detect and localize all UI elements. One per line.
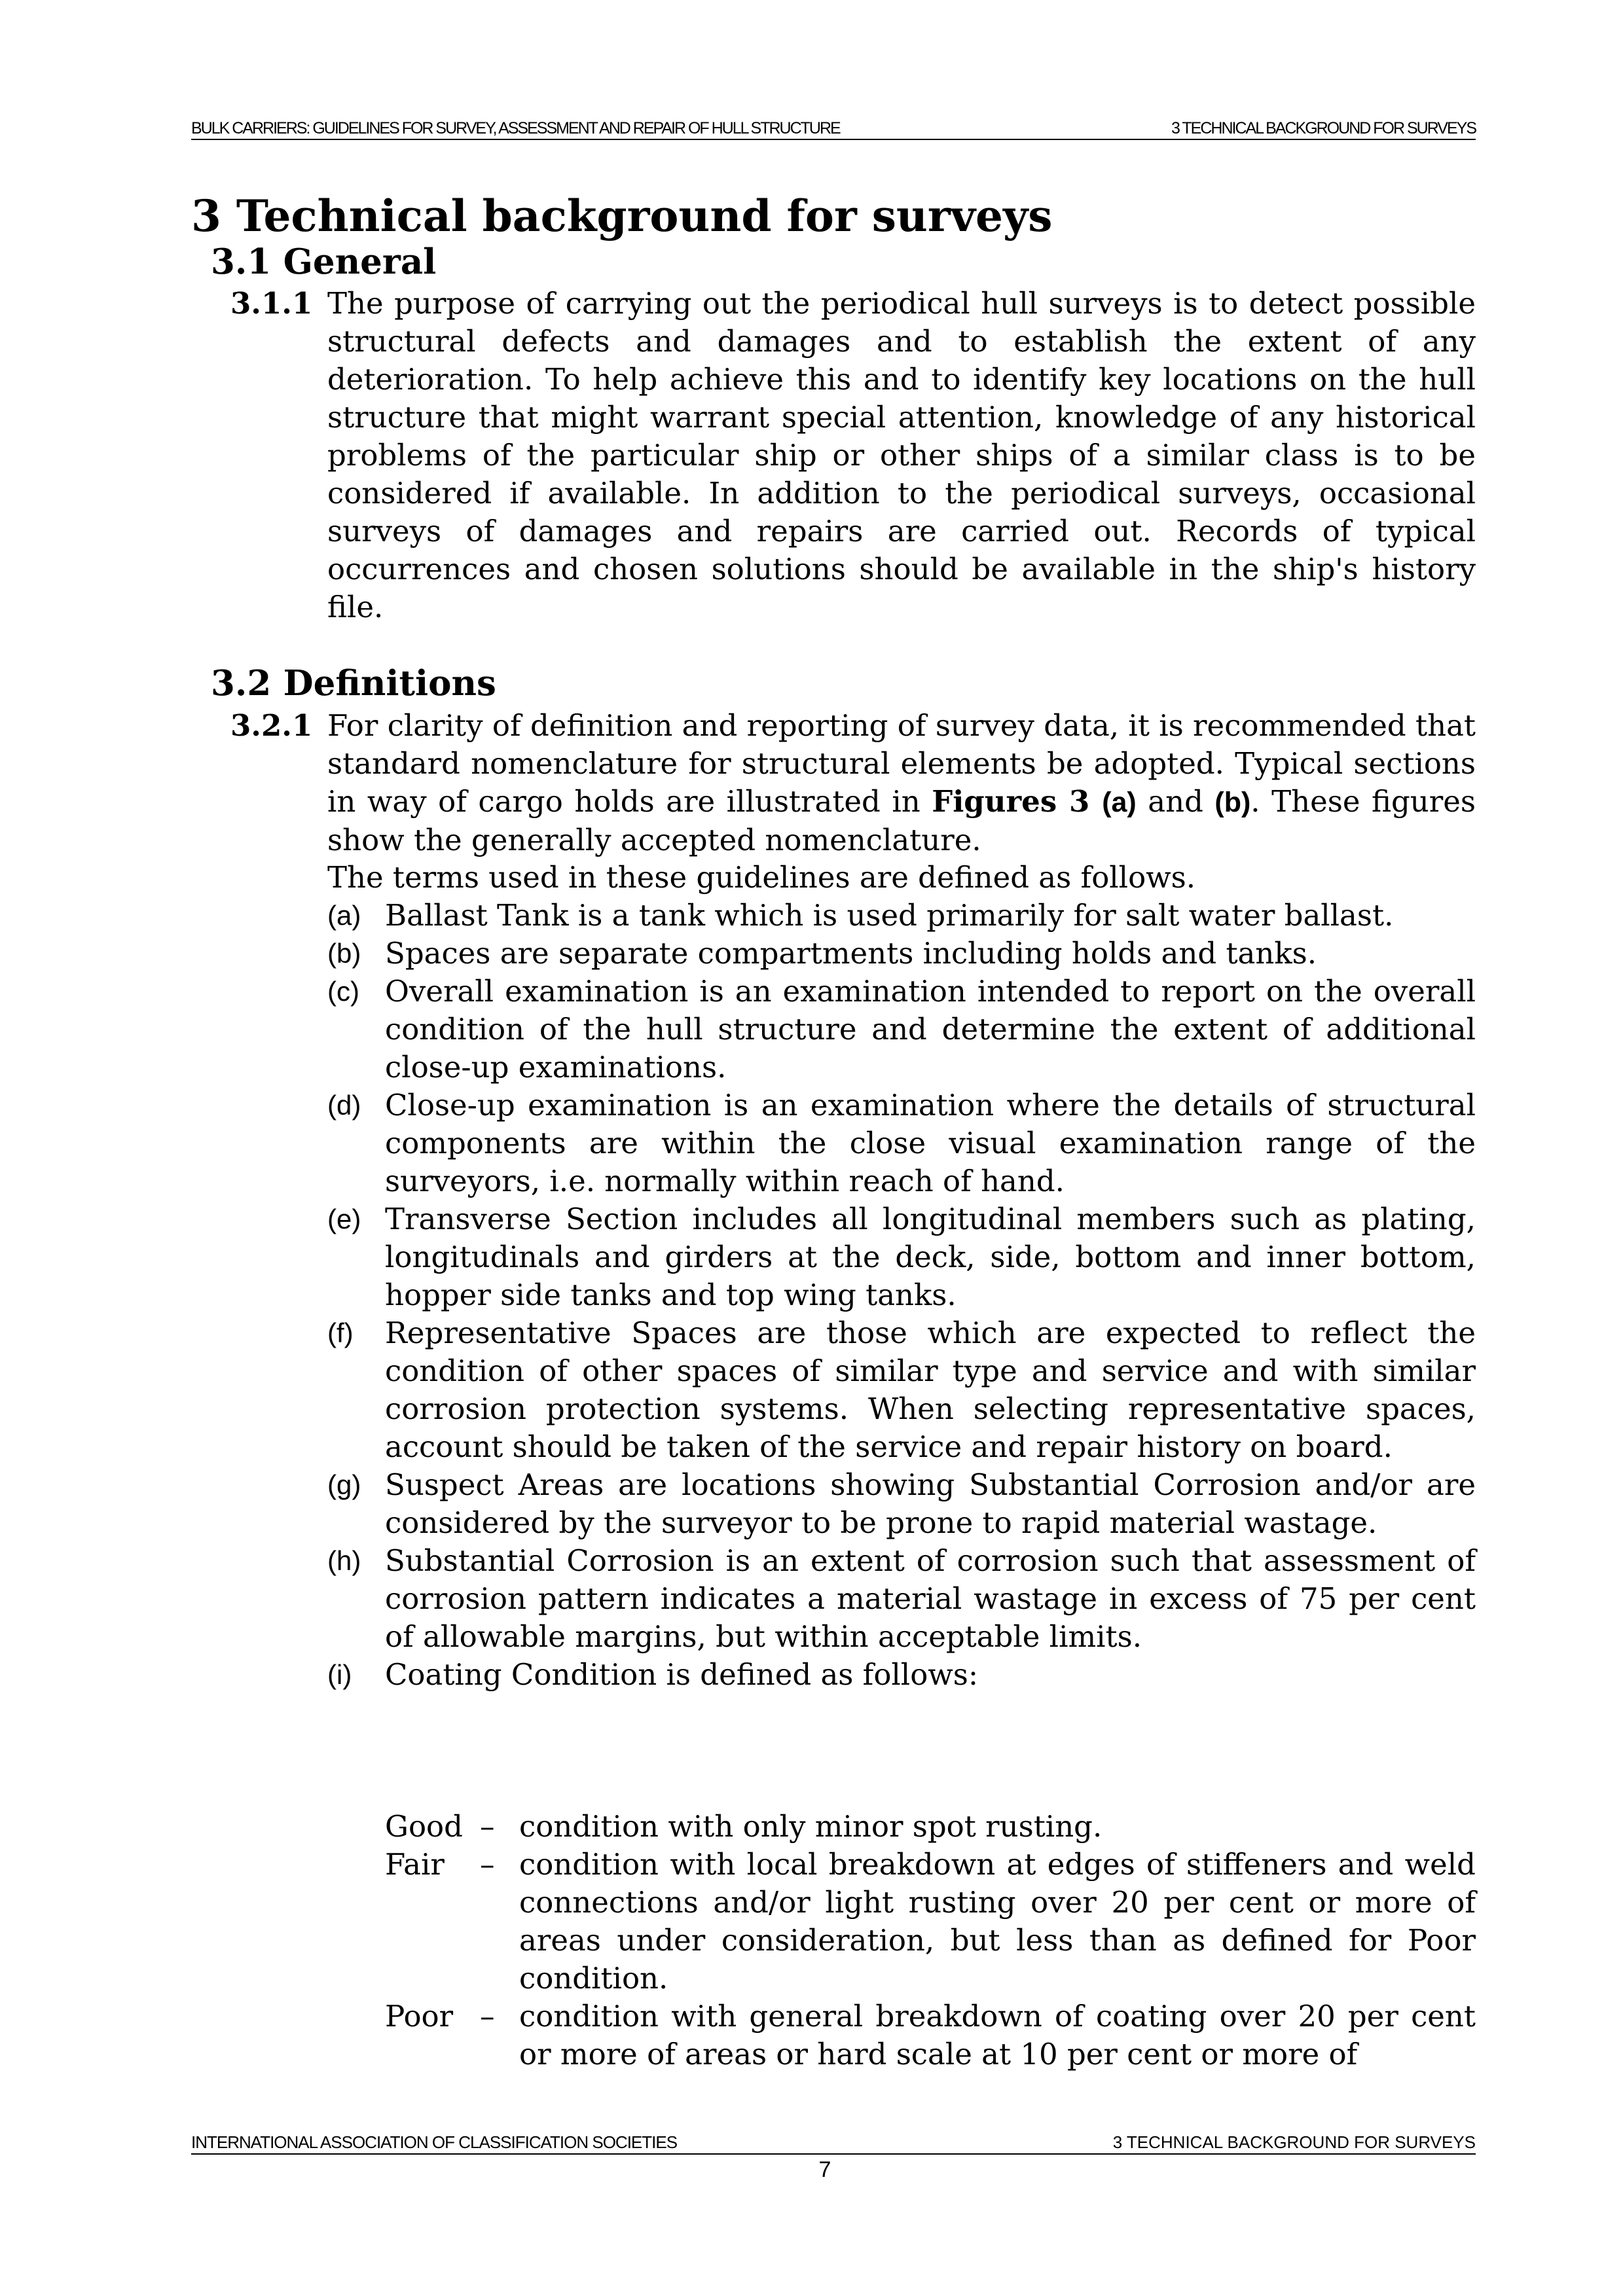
coating-dash: – <box>480 1809 495 1844</box>
definitions-list <box>327 897 1476 1694</box>
figure-reference[interactable]: Figures 3 (a) <box>932 784 1137 819</box>
definition-text: Spaces are separate compartments including holds and tanks. <box>385 936 1317 971</box>
paragraph-text-part-1: For clarity of definition and reporting of survey data, it is recommended that standard nomenclature for structural elements be adopted. Typical sections in way of cargo holds are illustrated in <box>327 708 1476 819</box>
definition-text: Suspect Areas are locations showing Substantial Corrosion and/or are considered by the surveyor to be prone to rapid material wastage. <box>385 1467 1476 1540</box>
header-chapter-title: 3 TECHNICAL BACKGROUND FOR SURVEYS <box>1171 119 1476 137</box>
list-marker: (b) <box>327 938 361 969</box>
footer-organization: INTERNATIONAL ASSOCIATION OF CLASSIFICATION SOCIETIES <box>191 2132 678 2152</box>
definition-text: Coating Condition is defined as follows: <box>385 1657 979 1692</box>
coating-dash: – <box>480 1847 495 1882</box>
list-item <box>327 1542 1476 1656</box>
coating-label: Poor <box>385 1999 454 2034</box>
list-item <box>327 935 1476 973</box>
list-marker: (c) <box>327 976 359 1007</box>
list-item <box>327 1086 1476 1200</box>
definition-text: Close-up examination is an examination where the details of structural components are within the close visual examination range of the surveyors, i.e. normally within reach of hand. <box>385 1088 1476 1198</box>
terms-intro: The terms used in these guidelines are defined as follows. <box>327 860 1196 895</box>
definition-text: Substantial Corrosion is an extent of corrosion such that assessment of corrosion pattern indicates a material wastage in excess of 75 per cent of allowable margins, but within acceptable limits. <box>385 1543 1476 1654</box>
list-item <box>327 1466 1476 1542</box>
section-title-general: 3.1 General <box>211 242 437 282</box>
list-item <box>327 973 1476 1086</box>
section-title-definitions: 3.2 Definitions <box>211 663 496 704</box>
paragraph-number-3-1-1: 3.1.1 <box>230 286 313 321</box>
coating-row-good <box>385 1808 1476 1846</box>
coating-text: condition with local breakdown at edges of stiffeners and weld connections and/or light rusting over 20 per cent or more of areas under consideration, but less than as defined for Poor condition. <box>519 1847 1476 1996</box>
paragraph-text-part-2: . These figures show the generally accepted nomenclature. <box>327 784 1476 857</box>
figure-reference-b[interactable]: (b) <box>1214 787 1251 818</box>
coating-label: Fair <box>385 1847 445 1882</box>
coating-row-poor <box>385 1998 1476 2073</box>
list-item <box>327 1314 1476 1466</box>
coating-text: condition with only minor spot rusting. <box>519 1809 1103 1844</box>
paragraph-3-1-1: The purpose of carrying out the periodical hull surveys is to detect possible structural defects and damages and to establish the extent of any deterioration. To help achieve this and to identify key locations on the hull structure that might warrant special attention, knowledge of any historical problems of the particular ship or other ships of a similar class is to be considered if available. In addition to the periodical surveys, occasional surveys of damages and repairs are carried out. Records of typical occurrences and chosen solutions should be available in the ship's history file. <box>327 286 1476 624</box>
coating-row-fair <box>385 1846 1476 1998</box>
paragraph-3-2-1: For clarity of definition and reporting of survey data, it is recommended that standard nomenclature for structural elements be adopted. Typical sections in way of cargo holds are illustrated in Figures 3 (a) and (b). These figures show the generally accepted nomenclature. <box>327 708 1476 857</box>
definition-text: Transverse Section includes all longitudinal members such as plating, longitudinals and girders at the deck, side, bottom and inner bottom, hopper side tanks and top wing tanks. <box>385 1202 1476 1312</box>
list-marker: (h) <box>327 1545 361 1576</box>
list-marker: (e) <box>327 1204 361 1234</box>
chapter-title: 3 Technical background for surveys <box>191 190 1053 242</box>
list-marker: (f) <box>327 1318 354 1348</box>
coating-dash: – <box>480 1999 495 2034</box>
footer-chapter-title: 3 TECHNICAL BACKGROUND FOR SURVEYS <box>1112 2132 1476 2152</box>
page-number: 7 <box>818 2157 831 2182</box>
list-marker: (i) <box>327 1659 352 1690</box>
header-document-title: BULK CARRIERS: GUIDELINES FOR SURVEY, ASSESSMENT AND REPAIR OF HULL STRUCTURE <box>191 119 840 137</box>
coating-label: Good <box>385 1809 463 1844</box>
list-marker: (a) <box>327 900 361 931</box>
running-footer <box>191 2132 1476 2155</box>
list-item <box>327 1200 1476 1314</box>
definition-text: Overall examination is an examination intended to report on the overall condition of the hull structure and determine the extent of additional close-up examinations. <box>385 974 1476 1085</box>
running-header <box>191 119 1476 140</box>
list-item <box>327 897 1476 935</box>
definition-text: Representative Spaces are those which are expected to reflect the condition of other spaces of similar type and service and with similar corrosion protection systems. When selecting representative spaces, account should be taken of the service and repair history on board. <box>385 1316 1476 1464</box>
coating-text: condition with general breakdown of coating over 20 per cent or more of areas or hard scale at 10 per cent or more of <box>519 1999 1476 2072</box>
paragraph-number-3-2-1: 3.2.1 <box>230 708 313 743</box>
list-marker: (d) <box>327 1090 361 1121</box>
list-item <box>327 1656 1476 1694</box>
list-marker: (g) <box>327 1469 361 1500</box>
coating-condition-list <box>385 1808 1476 2073</box>
definition-text: Ballast Tank is a tank which is used primarily for salt water ballast. <box>385 898 1394 933</box>
